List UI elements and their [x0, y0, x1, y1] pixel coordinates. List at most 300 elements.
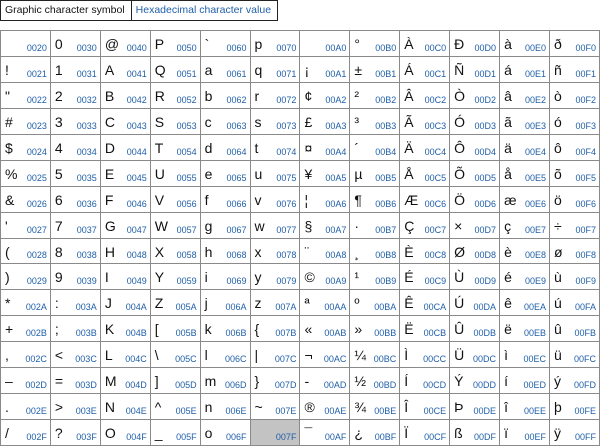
character-glyph: ¸	[354, 243, 360, 260]
character-glyph: Õ	[454, 165, 466, 182]
character-cell	[250, 342, 300, 368]
hex-value: 002E	[25, 406, 47, 417]
character-cell	[100, 316, 150, 342]
character-glyph: M	[104, 373, 117, 390]
character-cell	[500, 420, 550, 446]
character-glyph: ¤	[304, 139, 313, 156]
character-glyph: ¼	[354, 347, 367, 364]
character-glyph: D	[104, 139, 115, 156]
character-glyph: o	[204, 425, 213, 442]
hex-value: 0029	[26, 276, 47, 287]
character-cell	[200, 134, 250, 160]
character-glyph: d	[204, 139, 213, 156]
character-cell	[350, 56, 400, 82]
character-cell	[400, 160, 450, 186]
character-glyph: A	[104, 61, 115, 78]
hex-value: 007C	[274, 354, 297, 365]
hex-value: 00C1	[424, 68, 447, 79]
character-glyph: y	[254, 269, 262, 286]
hex-value: 0079	[276, 276, 297, 287]
character-glyph: }	[254, 373, 260, 390]
hex-value: 00CE	[423, 406, 447, 417]
hex-value: 005F	[176, 432, 197, 442]
table-row	[1, 186, 600, 212]
character-glyph: x	[254, 243, 262, 260]
character-cell	[500, 316, 550, 342]
character-cell	[350, 316, 400, 342]
character-cell	[350, 394, 400, 420]
character-cell	[1, 368, 51, 394]
character-glyph: Ù	[454, 269, 465, 286]
character-glyph: a	[204, 61, 213, 78]
hex-value: 00E6	[524, 198, 546, 209]
character-glyph: æ	[504, 191, 517, 208]
hex-value: 0023	[26, 120, 47, 131]
character-cell	[200, 342, 250, 368]
character-cell	[500, 264, 550, 290]
character-cell	[200, 160, 250, 186]
hex-value: 0027	[26, 224, 47, 235]
character-cell	[50, 238, 100, 264]
character-cell	[1, 108, 51, 134]
character-cell	[500, 186, 550, 212]
hex-value: 0061	[226, 68, 247, 79]
character-glyph: Ú	[454, 295, 465, 312]
hex-value: 00C8	[424, 250, 447, 261]
character-glyph: 6	[54, 191, 63, 208]
character-cell	[549, 238, 599, 264]
character-cell	[300, 238, 350, 264]
character-glyph: £	[304, 113, 313, 130]
character-glyph: ¾	[354, 399, 367, 416]
character-cell	[150, 238, 200, 264]
character-cell	[50, 56, 100, 82]
character-cell	[400, 56, 450, 82]
character-glyph: m	[204, 373, 217, 390]
character-cell	[150, 108, 200, 134]
table-row	[1, 238, 600, 264]
hex-value: 0047	[126, 224, 147, 235]
character-glyph: È	[404, 243, 414, 260]
character-glyph: F	[104, 191, 114, 208]
character-cell	[300, 31, 350, 57]
hex-value: 00B1	[375, 68, 397, 79]
character-cell	[549, 264, 599, 290]
hex-value: 00E3	[524, 120, 546, 131]
character-glyph: 1	[54, 61, 63, 78]
character-glyph: Å	[404, 165, 414, 182]
character-cell	[150, 212, 200, 238]
character-glyph: h	[204, 243, 213, 260]
hex-value: 00CD	[423, 380, 447, 391]
hex-value: 00BD	[373, 380, 397, 391]
character-glyph: _	[154, 425, 163, 442]
hex-value: 0076	[276, 198, 297, 209]
character-glyph: ¡	[304, 61, 310, 78]
character-glyph: ±	[354, 61, 363, 78]
character-glyph: ù	[553, 269, 562, 286]
hex-value: 0052	[176, 94, 197, 105]
hex-value: 00AD	[323, 380, 347, 391]
character-cell	[200, 82, 250, 108]
character-cell	[400, 186, 450, 212]
hex-value: 00D9	[474, 276, 497, 287]
character-cell	[350, 290, 400, 316]
character-glyph: \	[154, 347, 159, 364]
character-cell	[150, 342, 200, 368]
hex-value: 00F1	[575, 68, 596, 79]
character-glyph: Ì	[404, 347, 409, 364]
hex-value: 00C0	[424, 42, 447, 53]
character-cell	[150, 316, 200, 342]
character-glyph: ó	[553, 113, 562, 130]
character-glyph: Đ	[454, 36, 465, 52]
hex-value: 0078	[276, 250, 297, 261]
character-glyph: ñ	[553, 61, 562, 78]
hex-value: 0028	[26, 250, 47, 261]
hex-value: 003D	[75, 380, 97, 391]
character-cell	[100, 82, 150, 108]
hex-value: 00FB	[574, 328, 596, 339]
character-cell	[549, 160, 599, 186]
character-glyph: :	[54, 295, 59, 312]
hex-value: 00DD	[473, 380, 497, 391]
character-cell	[150, 160, 200, 186]
character-glyph: u	[254, 165, 263, 182]
character-glyph: j	[204, 295, 208, 312]
character-glyph: À	[404, 36, 414, 52]
character-glyph: ^	[154, 399, 162, 416]
character-cell	[350, 82, 400, 108]
character-cell	[1, 290, 51, 316]
hex-value: 00AC	[323, 354, 347, 365]
character-cell	[500, 290, 550, 316]
character-cell	[500, 82, 550, 108]
character-glyph: ¨	[304, 243, 310, 260]
character-cell	[549, 316, 599, 342]
character-cell	[100, 56, 150, 82]
character-glyph: ç	[504, 217, 512, 234]
character-cell	[250, 264, 300, 290]
character-cell	[450, 31, 500, 57]
hex-value: 0037	[76, 224, 97, 235]
character-glyph: ã	[504, 113, 512, 130]
hex-value: 0045	[126, 172, 147, 183]
hex-value: 004E	[125, 406, 147, 417]
hex-value: 0031	[76, 68, 97, 79]
character-glyph: S	[154, 113, 165, 130]
hex-value: 00B6	[375, 198, 397, 209]
hex-value: 00BF	[374, 432, 397, 442]
character-cell	[250, 186, 300, 212]
hex-value: 00A0	[325, 42, 347, 53]
character-cell	[400, 342, 450, 368]
character-glyph: (	[5, 243, 10, 260]
character-glyph: Ó	[454, 113, 466, 130]
character-glyph: ú	[553, 295, 562, 312]
hex-value: 00C2	[424, 94, 447, 105]
character-cell	[1, 160, 51, 186]
hex-value: 00E2	[524, 94, 546, 105]
hex-value: 00FA	[574, 302, 596, 313]
hex-value: 005B	[175, 328, 197, 339]
character-glyph: 7	[54, 217, 63, 234]
hex-value: 00EA	[523, 302, 546, 313]
hex-value: 00AB	[324, 328, 347, 339]
character-glyph: Â	[404, 87, 414, 104]
table-row	[1, 290, 600, 316]
hex-value: 00D2	[474, 94, 497, 105]
hex-value: 00BB	[374, 328, 397, 339]
character-cell	[100, 108, 150, 134]
character-cell	[500, 31, 550, 57]
character-glyph: 4	[54, 139, 63, 156]
character-cell	[549, 420, 599, 446]
character-glyph: ª	[304, 295, 310, 312]
hex-value: 0035	[76, 172, 97, 183]
hex-value: 0034	[76, 146, 97, 157]
hex-value: 006B	[225, 328, 247, 339]
hex-value: 00AA	[324, 302, 347, 313]
hex-value: 0055	[176, 172, 197, 183]
character-glyph: R	[154, 87, 165, 104]
legend-code-label: Hexadecimal character value	[135, 4, 272, 16]
hex-value: 006E	[225, 406, 247, 417]
character-cell	[50, 82, 100, 108]
hex-value: 00C6	[424, 198, 447, 209]
hex-value: 00D4	[474, 146, 497, 157]
character-cell	[50, 31, 100, 57]
character-glyph: ©	[304, 269, 315, 286]
character-glyph: ²	[354, 87, 360, 104]
hex-value: 0075	[276, 172, 297, 183]
character-cell	[450, 56, 500, 82]
character-cell	[400, 394, 450, 420]
hex-value: 00F6	[575, 198, 596, 209]
character-glyph: =	[54, 373, 64, 390]
character-glyph: «	[304, 321, 313, 338]
character-cell	[100, 134, 150, 160]
character-cell	[400, 31, 450, 57]
character-cell	[200, 186, 250, 212]
hex-value: 00FC	[573, 354, 596, 365]
hex-value: 0077	[276, 224, 297, 235]
character-cell	[300, 160, 350, 186]
character-glyph: #	[5, 113, 13, 130]
character-glyph: ¯	[304, 425, 313, 442]
hex-value: 0065	[226, 172, 247, 183]
hex-value: 00D8	[474, 250, 497, 261]
hex-value: 003B	[75, 328, 97, 339]
character-cell	[150, 134, 200, 160]
hex-value: 0039	[76, 276, 97, 287]
character-cell	[500, 160, 550, 186]
hex-value: 00F4	[575, 146, 596, 157]
hex-value: 00B5	[375, 172, 397, 183]
character-cell	[450, 394, 500, 420]
character-cell	[250, 368, 300, 394]
character-glyph: þ	[553, 399, 562, 416]
hex-value: 00DC	[473, 354, 497, 365]
character-cell	[1, 420, 51, 446]
character-cell	[150, 56, 200, 82]
character-cell	[250, 394, 300, 420]
character-cell	[350, 134, 400, 160]
character-glyph: Ü	[454, 347, 465, 364]
hex-value: 00B9	[375, 276, 397, 287]
character-glyph: "	[5, 87, 10, 104]
character-glyph: i	[204, 269, 208, 286]
character-glyph: f	[204, 191, 209, 208]
hex-value: 005E	[175, 406, 197, 417]
character-glyph: s	[254, 113, 262, 130]
character-glyph: e	[204, 165, 213, 182]
hex-value: 00E8	[524, 250, 546, 261]
character-cell	[450, 290, 500, 316]
character-cell	[100, 420, 150, 446]
hex-value: 00BA	[374, 302, 397, 313]
character-cell	[250, 56, 300, 82]
character-glyph: -	[304, 373, 310, 390]
table-row	[1, 368, 600, 394]
character-cell	[50, 290, 100, 316]
character-glyph: §	[304, 217, 313, 234]
hex-value: 0064	[226, 146, 247, 157]
character-cell	[100, 212, 150, 238]
character-glyph: Y	[154, 269, 165, 286]
character-glyph: ¶	[354, 191, 362, 208]
hex-value: 0049	[126, 276, 147, 287]
hex-value: 00EC	[523, 354, 546, 365]
hex-value: 007D	[274, 380, 297, 391]
character-glyph: Ø	[454, 243, 466, 260]
character-glyph: ~	[254, 399, 263, 416]
character-glyph: Á	[404, 61, 414, 78]
hex-value: 0059	[176, 276, 197, 287]
character-glyph: ë	[504, 321, 512, 338]
character-cell	[500, 134, 550, 160]
character-cell	[500, 342, 550, 368]
table-row	[1, 56, 600, 82]
character-glyph: Ö	[454, 191, 466, 208]
hex-value: 00A3	[325, 120, 347, 131]
hex-value: 0024	[26, 146, 47, 157]
hex-value: 0044	[126, 146, 147, 157]
character-glyph: ø	[553, 243, 563, 260]
hex-value: 0040	[126, 42, 147, 53]
character-cell	[1, 394, 51, 420]
character-glyph: t	[254, 139, 259, 156]
hex-value: 00A1	[325, 68, 347, 79]
hex-value: 00F5	[575, 172, 596, 183]
hex-value: 0074	[276, 146, 297, 157]
hex-value: 00D3	[474, 120, 497, 131]
hex-value: 0026	[26, 198, 47, 209]
hex-value: 00DE	[473, 406, 497, 417]
character-glyph: k	[204, 321, 212, 338]
character-glyph: '	[5, 217, 8, 234]
hex-value: 005C	[175, 354, 197, 365]
character-cell	[150, 420, 200, 446]
character-cell	[450, 82, 500, 108]
hex-value: 00DA	[473, 302, 497, 313]
hex-value: 005A	[175, 302, 197, 313]
character-cell	[400, 290, 450, 316]
hex-value: 0030	[76, 42, 97, 53]
character-cell	[549, 186, 599, 212]
character-glyph: E	[104, 165, 115, 182]
character-glyph: /	[5, 425, 9, 442]
hex-value: 0073	[276, 120, 297, 131]
table-row	[1, 212, 600, 238]
character-glyph: á	[504, 61, 512, 78]
character-cell	[300, 420, 350, 446]
legend-glyph-label: Graphic character symbol	[1, 1, 132, 20]
character-cell	[100, 290, 150, 316]
legend	[0, 0, 278, 21]
character-glyph: N	[104, 399, 115, 416]
hex-value: 00D7	[474, 224, 497, 235]
character-glyph: ô	[553, 139, 562, 156]
character-glyph: W	[154, 217, 168, 234]
character-glyph: µ	[354, 165, 363, 182]
character-cell	[300, 108, 350, 134]
character-cell	[500, 212, 550, 238]
hex-value: 0071	[276, 68, 297, 79]
hex-value: 00A2	[325, 94, 347, 105]
hex-value: 00EE	[523, 406, 546, 417]
hex-value: 00DF	[474, 432, 497, 442]
character-cell	[549, 108, 599, 134]
character-glyph: &	[5, 191, 15, 208]
character-cell	[450, 212, 500, 238]
hex-value: 00E0	[524, 42, 546, 53]
character-glyph: »	[354, 321, 363, 338]
hex-value: 00D6	[474, 198, 497, 209]
character-cell	[549, 368, 599, 394]
character-glyph: ¦	[304, 191, 309, 208]
hex-value: 0042	[126, 94, 147, 105]
character-cell	[300, 186, 350, 212]
character-cell	[200, 238, 250, 264]
character-cell	[300, 56, 350, 82]
character-glyph: J	[104, 295, 112, 312]
hex-value: 00F7	[575, 224, 596, 235]
character-glyph: %	[5, 165, 18, 182]
character-glyph: U	[154, 165, 165, 182]
character-cell	[300, 368, 350, 394]
hex-value: 00A6	[325, 198, 347, 209]
hex-value: 00ED	[523, 380, 546, 391]
character-glyph: É	[404, 269, 414, 286]
hex-value: 0020	[26, 42, 47, 53]
hex-value: 00C5	[424, 172, 447, 183]
character-cell	[300, 394, 350, 420]
hex-value: 0048	[126, 250, 147, 261]
character-cell	[150, 82, 200, 108]
hex-value: 00B7	[375, 224, 397, 235]
character-glyph: ¿	[354, 425, 363, 442]
character-glyph: ¢	[304, 87, 313, 104]
character-cell	[400, 420, 450, 446]
hex-value: 00E4	[524, 146, 546, 157]
character-cell	[50, 134, 100, 160]
character-cell	[100, 368, 150, 394]
hex-value: 00B8	[375, 250, 397, 261]
character-glyph: Q	[154, 61, 166, 78]
hex-value: 0038	[76, 250, 97, 261]
hex-value: 0056	[176, 198, 197, 209]
